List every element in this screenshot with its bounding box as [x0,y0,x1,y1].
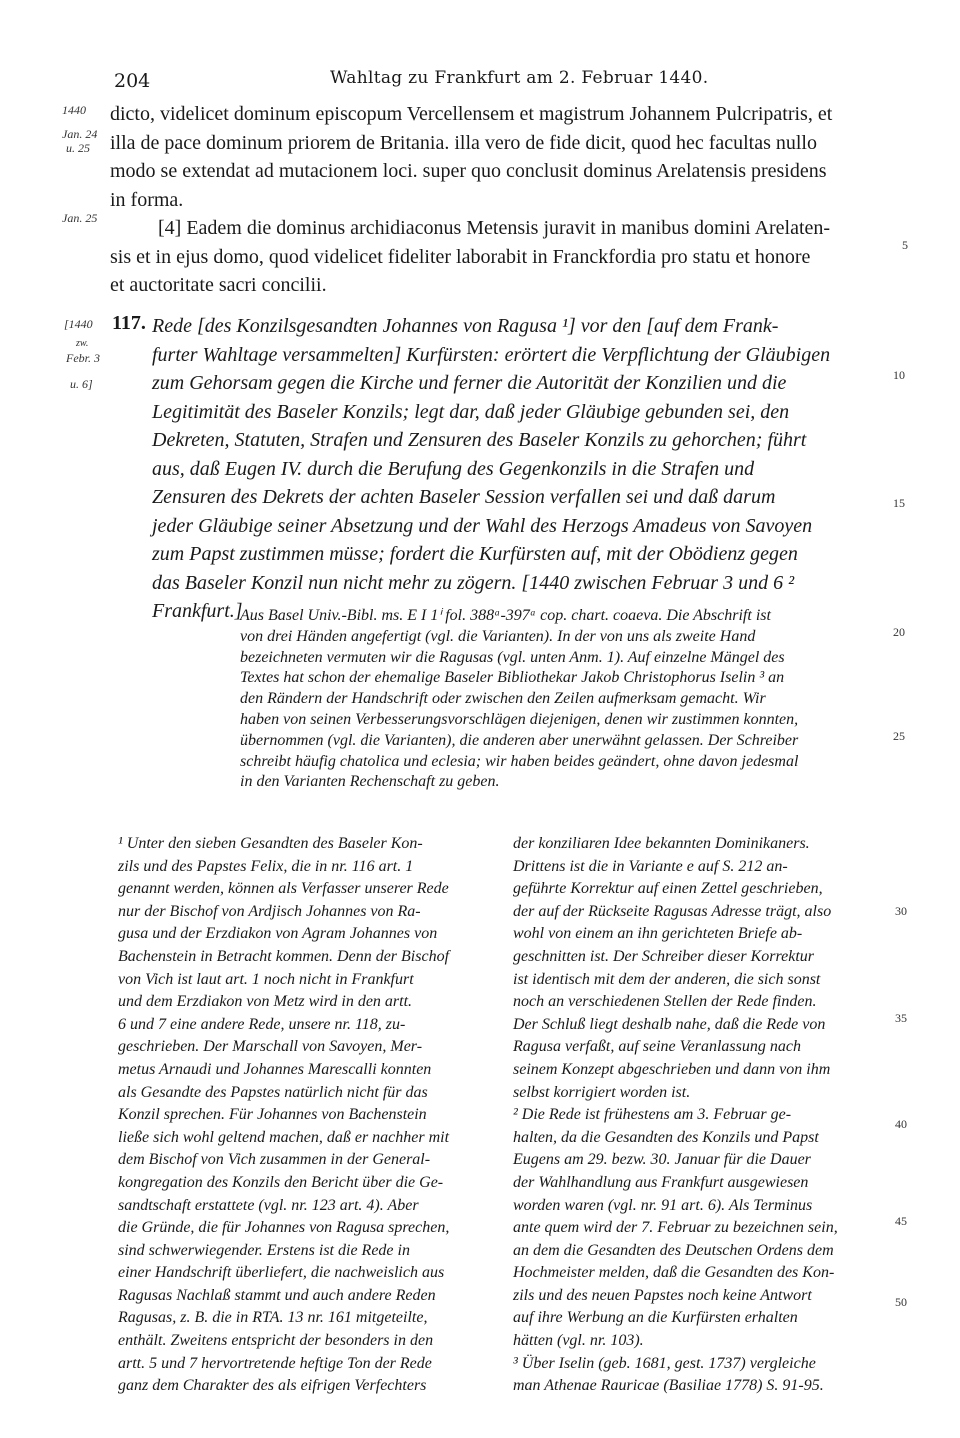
footnote-line: ganz dem Charakter des als eifrigen Verfechters [118,1377,427,1395]
text-line: dicto, videlicet dominum episcopum Vercellensem et magistrum Johannem Pulcripatris, et [110,103,833,125]
footnote-line: Der Schluß liegt deshalb nahe, daß die Rede von [513,1015,826,1033]
line-number: 45 [895,1214,907,1228]
footnote-line: halten, da die Gesandten des Konzils und Papst [513,1128,819,1146]
footnote-line: ist identisch mit dem der anderen, die sich sonst [513,970,821,988]
footnote-line: die Gründe, die für Johannes von Ragusa sprechen, [118,1219,450,1237]
footnote-line: Bachenstein in Betracht kommen. Denn der Bischof [118,947,450,965]
summary-line: Frankfurt.] [152,600,243,622]
line-number: 50 [895,1295,907,1309]
summary-line: zum Gehorsam gegen die Kirche und ferner die Autorität der Konzilien und die [152,372,787,394]
line-number: 10 [893,368,905,382]
footnote-line: nur der Bischof von Ardjisch Johannes von Ra- [118,902,421,920]
footnote-line: worden waren (vgl. nr. 91 art. 6). Als Terminus [513,1196,813,1214]
footnote-line: Eugens am 29. bezw. 30. Januar für die Dauer [513,1151,811,1169]
footnote-line: 6 und 7 eine andere Rede, unsere nr. 118, zu- [118,1015,406,1033]
footnote-line: der Wahlhandlung aus Frankfurt ausgewiesen [513,1173,809,1191]
summary-line: das Baseler Konzil nun nicht mehr zu zögern. [1440 zwischen Februar 3 und 6 ² [152,571,795,594]
document-number: 117. [112,312,146,334]
running-title: Wahltag zu Frankfurt am 2. Februar 1440. [330,68,709,88]
footnote-line: wohl von einem an ihn gerichteten Briefe ab- [513,925,803,943]
footnote-line: ante quem wird der 7. Februar zu bezeichnen sein, [513,1219,838,1237]
source-line: schreibt häufig chatolica und eclesia; wir haben beides geändert, ohne davon jedesmal [240,752,799,770]
line-number: 5 [902,238,908,252]
footnote-line: enthält. Zweitens entspricht der besonders in den [118,1332,434,1350]
summary-line: Zensuren des Dekrets der achten Baseler Session verfallen sei und daß darum [152,486,776,508]
footnote-line: artt. 5 und 7 hervortretende heftige Ton der Rede [118,1354,432,1372]
footnote-line: ¹ Unter den sieben Gesandten des Baseler Kon- [118,835,423,852]
footnote-line: sind schwerwiegender. Erstens ist die Rede in [118,1241,410,1259]
footnotes-left-column [118,833,496,1398]
margin-date: u. 25 [66,141,90,155]
footnote-line: geschrieben. Der Marschall von Savoyen, Mer- [118,1038,423,1056]
footnote-line: Ragusas Nachlaß stammt und auch andere Reden [118,1286,436,1304]
footnote-line: seinem Konzept abgeschrieben und dann von ihm [513,1060,831,1078]
source-line: übernommen (vgl. die Varianten), die anderen aber unerwähnt gelassen. Der Schreiber [240,731,799,749]
margin-date: Jan. 25 [62,211,98,225]
footnote-line: gusa und der Erzdiakon von Agram Johannes von [118,925,438,943]
source-line: in den Varianten Rechenschaft zu geben. [240,773,500,791]
footnote-line: hätten (vgl. nr. 103). [513,1332,644,1350]
footnote-line: metus Arnaudi und Johannes Marescalli konnten [118,1060,432,1078]
footnote-line: dem Bischof von Vich zusammen in der General- [118,1151,431,1169]
footnote-line: geschnitten ist. Der Schreiber dieser Korrektur [513,947,814,965]
footnote-line: auf ihre Werbung an die Kurfürsten erhalten [513,1309,798,1327]
doc-margin-date: [1440 [64,317,93,331]
footnote-line: und dem Erzdiakon von Metz wird in den artt. [118,993,413,1011]
footnote-line: kongregation des Konzils den Bericht über die Ge- [118,1173,444,1191]
doc-margin-date: Febr. 3 [66,351,100,365]
text-line: sis et in ejus domo, quod videlicet fideliter laborabit in Franckfordia pro statu et honore [110,245,811,268]
margin-date: 1440 [62,103,86,117]
page-number: 204 [114,70,151,92]
footnote-line: als Gesandte des Papstes natürlich nicht für das [118,1083,428,1101]
text-line: in forma. [110,188,184,211]
source-line: den Rändern der Handschrift oder zwischen den Zeilen aufmerksam gemacht. Wir [240,690,766,708]
line-number: 25 [893,729,905,743]
line-number: 35 [895,1011,907,1025]
source-note [240,606,892,793]
source-line: Textes hat schon der ehemalige Baseler Bibliothekar Jakob Christophorus Iselin ³ an [240,669,785,687]
line-number: 30 [895,904,907,918]
footnote-line: Konzil sprechen. Für Johannes von Bachenstein [118,1106,427,1124]
footnote-line: noch an verschiedenen Stellen der Rede finden. [513,993,817,1011]
doc-margin-date: u. 6] [70,377,93,391]
footnote-line: einer Handschrift überliefert, die nachweislich aus [118,1264,445,1282]
document-summary [152,312,897,626]
text-line: [4] Eadem die dominus archidiaconus Metensis juravit in manibus domini Arelaten- [158,217,831,239]
footnote-line: der auf der Rückseite Ragusas Adresse trägt, also [513,902,832,920]
footnote-line: sandtschaft erstattete (vgl. nr. 123 art. 4). Aber [118,1196,419,1214]
footnote-line: selbst korrigiert worden ist. [513,1083,691,1101]
summary-line: jeder Gläubige seiner Absetzung und der Wahl des Herzogs Amadeus von Savoyen [152,514,813,537]
margin-date: Jan. 24 [62,127,98,141]
footnote-line: zils und des Papstes Felix, die in nr. 116 art. 1 [118,857,414,875]
footnote-line: an dem die Gesandten des Deutschen Ordens dem [513,1241,834,1259]
line-number: 40 [895,1117,907,1131]
text-line: et auctoritate sacri concilii. [110,274,327,296]
doc-margin-date: zw. [76,338,89,349]
summary-line: Rede [des Konzilsgesandten Johannes von Ragusa ¹] vor den [auf dem Frank- [152,315,779,337]
summary-line: furter Wahltage versammelten] Kurfürsten: erörtert die Verpflichtung der Gläubigen [152,343,831,366]
footnote-line: ³ Über Iselin (geb. 1681, gest. 1737) vergleiche [513,1354,816,1372]
footnote-line: zils und des neuen Papstes noch keine Antwort [513,1286,812,1304]
source-line: bezeichneten vermuten wir die Ragusas (vgl. unten Anm. 1). Auf einzelne Mängel des [240,648,785,666]
top-text-block [110,100,900,300]
footnote-line: Ragusa verfaßt, auf seine Veranlassung nach [513,1038,801,1056]
footnotes-right-column [513,833,893,1398]
line-number: 15 [893,496,905,510]
summary-line: Dekreten, Statuten, Strafen und Zensuren des Baseler Konzils zu gehorchen; führt [152,429,807,451]
footnote-line: man Athenae Rauricae (Basiliae 1778) S. 91-95. [513,1377,824,1395]
source-line: Aus Basel Univ.-Bibl. ms. E I 1ⁱ fol. 388ᵃ-397ᵃ cop. chart. coaeva. Die Abschrift ist [240,607,771,624]
footnote-line: Drittens ist die in Variante e auf S. 212 an- [513,857,788,875]
footnote-line: der konziliaren Idee bekannten Dominikaners. [513,835,810,852]
source-line: haben von seinen Verbesserungsvorschlägen diejenigen, denen wir zustimmen konnten, [240,710,799,728]
summary-line: Legitimität des Baseler Konzils; legt dar, daß jeder Gläubige gebunden sei, den [152,400,790,423]
footnote-line: Ragusas, z. B. die in RTA. 13 nr. 161 mitgeteilte, [118,1309,428,1327]
footnote-line: von Vich ist laut art. 1 noch nicht in Frankfurt [118,970,414,988]
footnote-line: Hochmeister melden, daß die Gesandten des Kon- [513,1264,835,1282]
line-number: 20 [893,625,905,639]
summary-line: zum Papst zustimmen müsse; fordert die Kurfürsten auf, mit der Obödienz gegen [152,543,798,565]
footnote-line: ließe sich wohl geltend machen, daß er nachher mit [118,1128,450,1146]
source-line: von drei Händen angefertigt (vgl. die Varianten). In der von uns als zweite Hand [240,627,756,645]
footnote-line: ² Die Rede ist frühestens am 3. Februar ge- [513,1106,792,1124]
text-line: illa de pace dominum priorem de Britania. illa vero de fide dicit, quod hec facultas nullo [110,131,817,154]
summary-line: aus, daß Eugen IV. durch die Berufung des Gegenkonzils in die Strafen und [152,457,755,480]
footnote-line: geführte Korrektur auf einen Zettel geschrieben, [513,880,823,898]
footnote-line: genannt werden, können als Verfasser unserer Rede [118,880,449,898]
text-line: modo se extendat ad mutacionem loci. super quo conclusit dominus Arelatensis presidens [110,160,827,182]
